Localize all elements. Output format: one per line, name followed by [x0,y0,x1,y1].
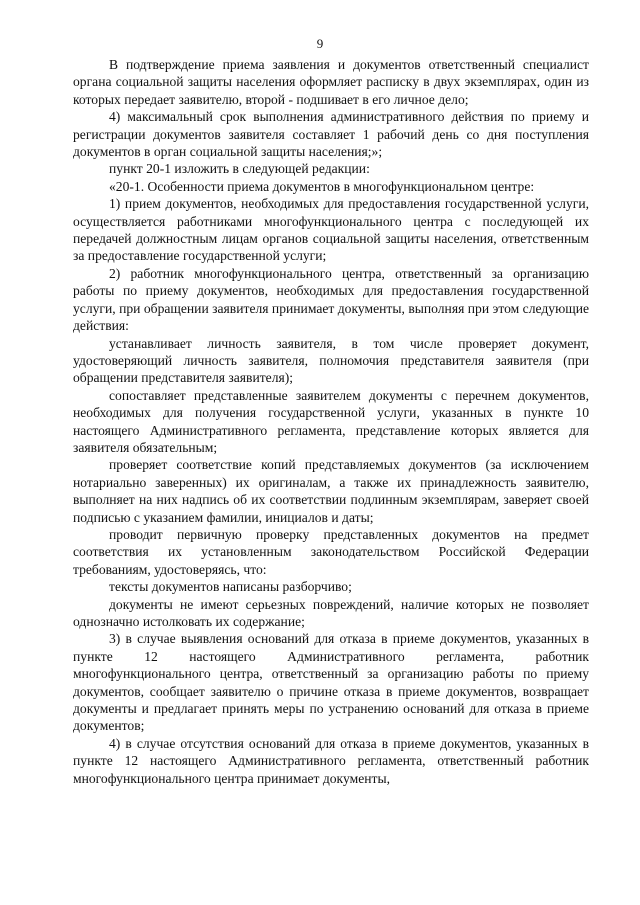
paragraph-item-3-refusal: 3) в случае выявления оснований для отказа в приеме документов, указанных в пункте 12 настоящего Административного регламента, работник многофункционального центра, ответственный за организацию работы по приему документов, сообщает заявителю о причине отказа в приеме документов, возвращает документы и предлагает принять меры по устранению оснований для отказа в приеме документов; [73,631,589,734]
paragraph-no-damage: документы не имеют серьезных повреждений, наличие которых не позволяет однозначно истолковать их содержание; [73,596,589,629]
page-number: 9 [316,36,324,51]
paragraph-amendment-intro: пункт 20-1 изложить в следующей редакции: [109,161,370,177]
paragraph-section-20-1-heading: «20-1. Особенности приема документов в многофункциональном центре: [109,178,535,194]
document-body [73,56,589,787]
paragraph-identity-check: устанавливает личность заявителя, в том числе проверяет документ, удостоверяющий личность заявителя, полномочия представителя заявителя (при обращении представителя заявителя); [73,335,589,386]
paragraph-compare-documents: сопоставляет представленные заявителем документы с перечнем документов, необходимых для получения государственной услуги, указанных в пункте 10 настоящего Административного регламента, представление которых является для заявителя обязательным; [73,387,589,455]
paragraph-item-4-max-term: 4) максимальный срок выполнения административного действия по приему и регистрации документов заявителя составляет 1 рабочий день со дня поступления документов в орган социальной защиты населения;»; [73,109,589,160]
paragraph-item-2-worker-actions: 2) работник многофункционального центра, ответственный за организацию работы по приему документов, необходимых для предоставления государственной услуги, при обращении заявителя принимает документы, выполняя при этом следующие действия: [73,265,589,334]
paragraph-receipt-confirmation: В подтверждение приема заявления и документов ответственный специалист органа социальной защиты населения оформляет расписку в двух экземплярах, один из которых передает заявителю, второй - подшивает в его личное дело; [73,57,589,107]
paragraph-item-1-reception: 1) прием документов, необходимых для предоставления государственной услуги, осуществляется работниками многофункционального центра с последующей их передачей должностным лицам органов социальной защиты населения, ответственным за предоставление государственной услуги; [73,196,589,264]
paragraph-item-4-acceptance: 4) в случае отсутствия оснований для отказа в приеме документов, указанных в пункте 12 настоящего Административного регламента, ответственный работник многофункционального центра принимает документы, [73,735,589,786]
paragraph-primary-check: проводит первичную проверку представленных документов на предмет соответствия их установленным законодательством Российской Федерации требованиям, удостоверяясь, что: [73,526,589,577]
paragraph-legible-texts: тексты документов написаны разборчиво; [109,579,352,595]
paragraph-verify-copies: проверяет соответствие копий представляемых документов (за исключением нотариально заверенных) их оригиналам, а также их принадлежность заявителю, выполняет на них надпись об их соответствии подлинным экземплярам, заверяет своей подписью с указанием фамилии, инициалов и даты; [73,457,589,525]
